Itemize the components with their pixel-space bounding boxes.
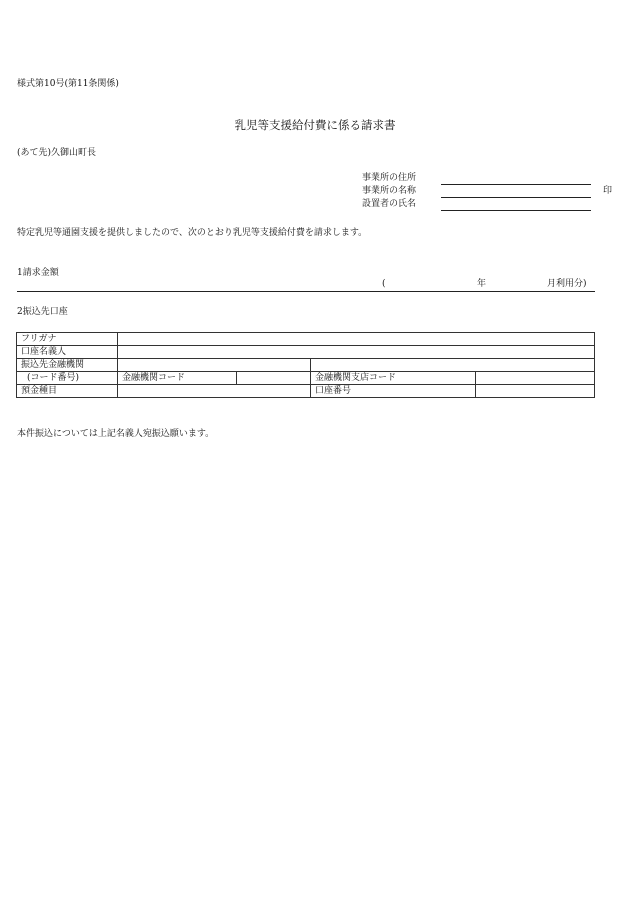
bank-name-field[interactable]: [118, 359, 311, 372]
closing-text: 本件振込については上記名義人宛振込願います。: [17, 429, 215, 439]
table-row: [17, 359, 595, 372]
code-number-label: (コード番号): [17, 372, 118, 385]
table-row: [17, 372, 595, 385]
name-row: [362, 187, 622, 199]
section1-heading: 1請求金額: [17, 268, 59, 278]
bank-code-label: 金融機関コード: [118, 372, 237, 385]
table-row: [17, 333, 595, 346]
furigana-label: フリガナ: [17, 333, 118, 346]
section2-heading: 2振込先口座: [17, 307, 68, 317]
form-number: 様式第10号(第11条関係): [17, 79, 119, 89]
founder-label: 設置者の氏名: [362, 199, 417, 209]
account-number-field[interactable]: [476, 385, 595, 398]
address-label: 事業所の住所: [362, 173, 417, 183]
year-label: 年: [477, 279, 487, 289]
account-holder-label: 口座名義人: [17, 346, 118, 359]
table-row: [17, 346, 595, 359]
bank-account-table: [16, 332, 595, 398]
founder-line[interactable]: [441, 210, 591, 211]
account-holder-field[interactable]: [118, 346, 595, 359]
deposit-type-label: 預金種目: [17, 385, 118, 398]
account-number-label: 口座番号: [311, 385, 476, 398]
bank-label: 振込先金融機関: [17, 359, 118, 372]
branch-code-field[interactable]: [476, 372, 595, 385]
branch-name-field[interactable]: [311, 359, 595, 372]
addressee: (あて先)久御山町長: [17, 148, 97, 158]
address-line[interactable]: [441, 184, 591, 185]
month-use-label: 月利用分): [547, 279, 587, 289]
bank-code-field[interactable]: [237, 372, 311, 385]
business-name-label: 事業所の名称: [362, 186, 417, 196]
document-title: 乳児等支援給付費に係る請求書: [234, 118, 396, 132]
billing-period-line[interactable]: [17, 279, 595, 292]
intro-text: 特定乳児等通園支援を提供しましたので、次のとおり乳児等支援給付費を請求します。: [17, 228, 368, 238]
open-paren: (: [382, 279, 386, 289]
deposit-type-field[interactable]: [118, 385, 311, 398]
table-row: [17, 385, 595, 398]
furigana-field[interactable]: [118, 333, 595, 346]
branch-code-label: 金融機関支店コード: [311, 372, 476, 385]
seal-mark: 印: [603, 186, 613, 196]
business-name-line[interactable]: [441, 197, 591, 198]
